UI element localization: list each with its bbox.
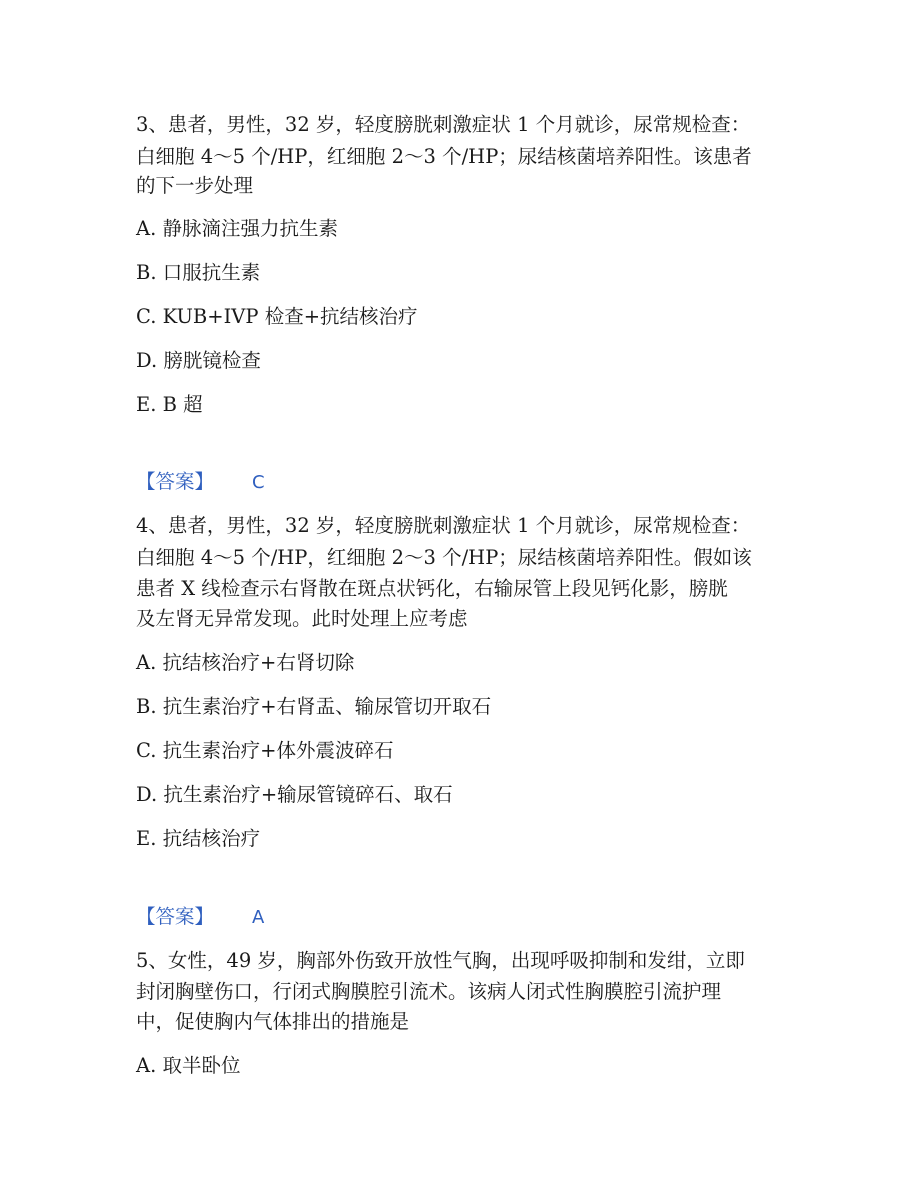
q4-option-a: A. 抗结核治疗+右肾切除 <box>136 651 355 674</box>
q3-option-c: C. KUB+IVP 检查+抗结核治疗 <box>136 305 418 328</box>
q4-option-e: E. 抗结核治疗 <box>136 827 261 850</box>
q4-option-b: B. 抗生素治疗+右肾盂、输尿管切开取石 <box>136 695 492 718</box>
q5-stem-line-1: 5、女性，49 岁，胸部外伤致开放性气胸，出现呼吸抑制和发绀，立即 <box>136 949 745 972</box>
q5-stem-line-3: 中，促使胸内气体排出的措施是 <box>136 1010 410 1033</box>
q4-answer <box>136 905 264 930</box>
q4-option-d: D. 抗生素治疗+输尿管镜碎石、取石 <box>136 783 453 806</box>
q4-stem-line-1: 4、患者，男性，32 岁，轻度膀胱刺激症状 1 个月就诊，尿常规检查： <box>136 514 751 537</box>
q3-stem-line-2: 白细胞 4～5 个/HP，红细胞 2～3 个/HP；尿结核菌培养阳性。该患者 <box>136 145 752 168</box>
q4-option-c: C. 抗生素治疗+体外震波碎石 <box>136 739 394 762</box>
q3-option-a: A. 静脉滴注强力抗生素 <box>136 217 338 240</box>
q4-stem-line-2: 白细胞 4～5 个/HP，红细胞 2～3 个/HP；尿结核菌培养阳性。假如该 <box>136 546 752 569</box>
q4-stem-line-3: 患者 X 线检查示右肾散在斑点状钙化，右输尿管上段见钙化影，膀胱 <box>136 577 728 600</box>
q3-option-e: E. B 超 <box>136 393 203 416</box>
q3-option-d: D. 膀胱镜检查 <box>136 349 261 372</box>
q4-stem-line-4: 及左肾无异常发现。此时处理上应考虑 <box>136 607 468 630</box>
q3-option-b: B. 口服抗生素 <box>136 261 261 284</box>
q4-answer-value: A <box>252 907 265 928</box>
q3-stem-line-1: 3、患者，男性，32 岁，轻度膀胱刺激症状 1 个月就诊，尿常规检查： <box>136 113 751 136</box>
q3-stem-line-3: 的下一步处理 <box>136 174 254 197</box>
q4-answer-label: 【答案】 <box>136 905 215 928</box>
q3-answer-label: 【答案】 <box>136 470 215 493</box>
q5-stem-line-2: 封闭胸壁伤口，行闭式胸膜腔引流术。该病人闭式性胸膜腔引流护理 <box>136 980 722 1003</box>
q5-option-a: A. 取半卧位 <box>136 1054 241 1077</box>
q3-answer-value: C <box>252 472 265 493</box>
q3-answer <box>136 470 265 495</box>
